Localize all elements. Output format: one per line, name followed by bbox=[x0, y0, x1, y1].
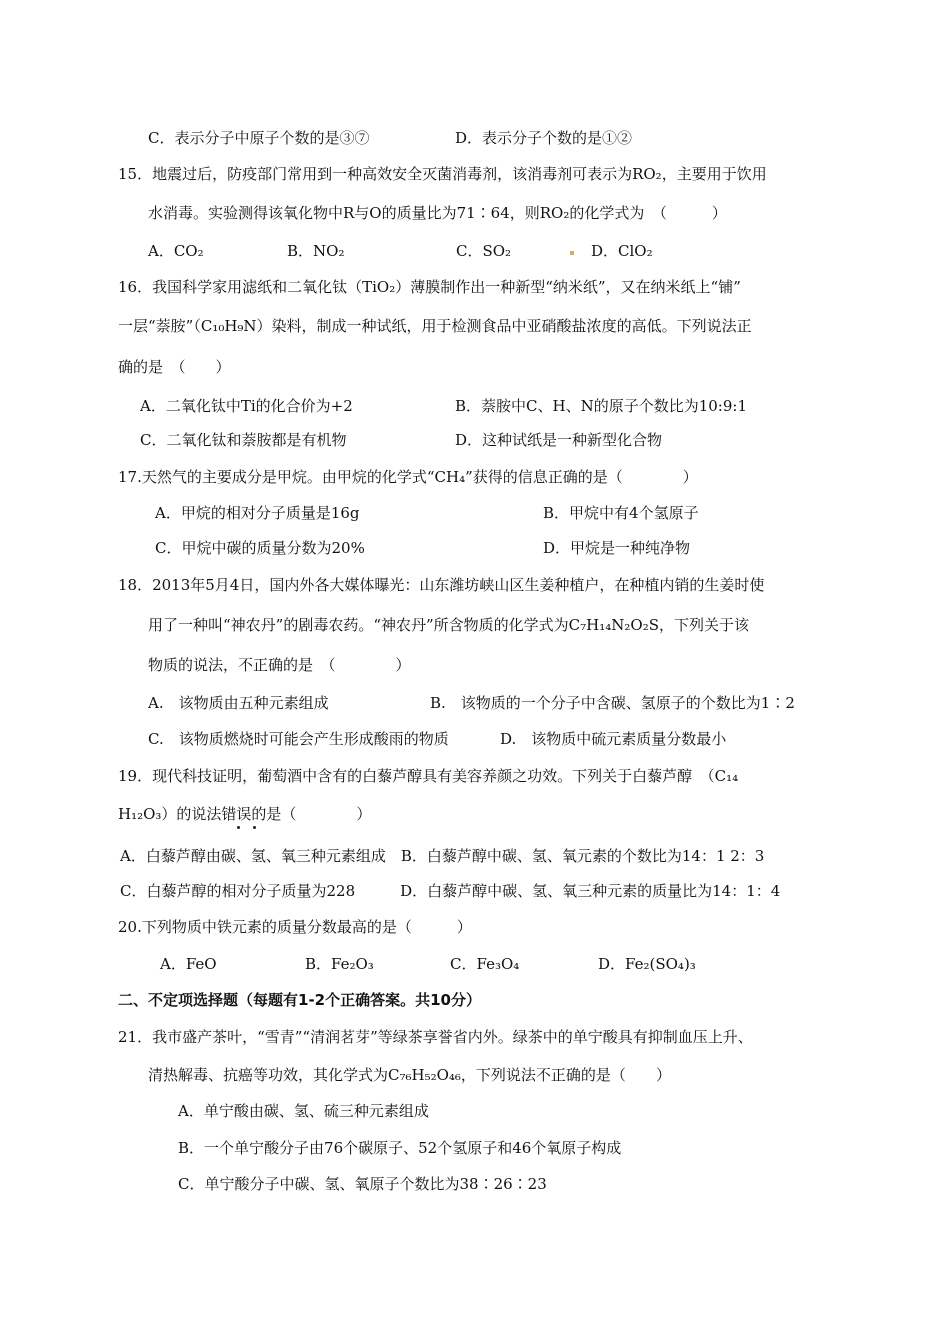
q18-option-c: C. 该物质燃烧时可能会产生形成酸雨的物质 bbox=[148, 730, 449, 748]
q18-option-b: B. 该物质的一个分子中含碳、氢原子的个数比为1∶2 bbox=[430, 694, 795, 712]
emphasis-dot bbox=[253, 826, 256, 829]
q19-options-ab: A．白藜芦醇由碳、氢、氧三种元素组成 B．白藜芦醇中碳、氢、氧元素的个数比为14：1 2：3 bbox=[120, 847, 765, 865]
q20-option-b: B．Fe₂O₃ bbox=[305, 955, 374, 973]
q18-stem-line3: 物质的说法，不正确的是 （ ） bbox=[148, 656, 411, 674]
section-heading: 二、不定项选择题（每题有1-2个正确答案。共10分） bbox=[118, 991, 481, 1009]
q19-stem-line1: 19．现代科技证明，葡萄酒中含有的白藜芦醇具有美容养颜之功效。下列关于白藜芦醇 （C₁₄ bbox=[118, 767, 739, 785]
q15-option-d: D．ClO₂ bbox=[591, 242, 653, 260]
q16-stem-line3: 确的是 （ ） bbox=[118, 358, 231, 376]
q17-option-d: D．甲烷是一种纯净物 bbox=[543, 539, 691, 557]
q21-option-b: B．一个单宁酸分子由76个碳原子、52个氢原子和46个氧原子构成 bbox=[178, 1139, 622, 1157]
q14-option-c: C．表示分子中原子个数的是③⑦ bbox=[148, 129, 370, 147]
q15-stem-line1: 15．地震过后，防疫部门常用到一种高效安全灭菌消毒剂，该消毒剂可表示为RO₂，主要用于饮用 bbox=[118, 165, 767, 183]
q19-stem-line2: H₁₂O₃）的说法错误的是（ ） bbox=[118, 805, 372, 823]
q18-option-d: D. 该物质中硫元素质量分数最小 bbox=[500, 730, 727, 748]
q20-option-d: D．Fe₂(SO₄)₃ bbox=[598, 955, 696, 973]
q20-option-c: C．Fe₃O₄ bbox=[450, 955, 520, 973]
q19-options-cd: C．白藜芦醇的相对分子质量为228 D．白藜芦醇中碳、氢、氧三种元素的质量比为14：1：4 bbox=[120, 882, 781, 900]
q17-stem-line1: 17.天然气的主要成分是甲烷。由甲烷的化学式“CH₄”获得的信息正确的是（ ） bbox=[118, 468, 698, 486]
q16-option-b: B．萘胺中C、H、N的原子个数比为10:9:1 bbox=[455, 397, 747, 415]
print-speck bbox=[570, 251, 574, 255]
q14-option-d: D．表示分子个数的是①② bbox=[455, 129, 633, 147]
q18-stem-line2: 用了一种叫“神农丹”的剧毒农药。“神农丹”所含物质的化学式为C₇H₁₄N₂O₂S，下列关于该 bbox=[148, 616, 749, 634]
q21-option-a: A．单宁酸由碳、氢、硫三种元素组成 bbox=[178, 1102, 429, 1120]
q15-option-b: B．NO₂ bbox=[287, 242, 345, 260]
q18-option-a: A. 该物质由五种元素组成 bbox=[148, 694, 329, 712]
q16-option-c: C．二氧化钛和萘胺都是有机物 bbox=[140, 431, 347, 449]
q15-option-c: C．SO₂ bbox=[456, 242, 512, 260]
q17-option-b: B．甲烷中有4个氢原子 bbox=[543, 504, 699, 522]
q17-option-c: C．甲烷中碳的质量分数为20% bbox=[155, 539, 365, 557]
q16-stem-line2: 一层“萘胺”（C₁₀H₉N）染料，制成一种试纸，用于检测食品中亚硝酸盐浓度的高低。下列说法正 bbox=[118, 317, 752, 335]
q21-stem-line2: 清热解毒、抗癌等功效，其化学式为C₇₆H₅₂O₄₆，下列说法不正确的是（ ） bbox=[148, 1066, 671, 1084]
q15-option-a: A．CO₂ bbox=[148, 242, 204, 260]
q15-stem-line2: 水消毒。实验测得该氧化物中R与O的质量比为71∶64，则RO₂的化学式为 （ ） bbox=[148, 204, 727, 222]
q21-stem-line1: 21．我市盛产茶叶，“雪青”“清润茗芽”等绿茶享誉省内外。绿茶中的单宁酸具有抑制血压上升、 bbox=[118, 1028, 753, 1046]
emphasis-dot bbox=[237, 826, 240, 829]
q16-option-a: A．二氧化钛中Ti的化合价为+2 bbox=[140, 397, 353, 415]
q16-option-d: D．这种试纸是一种新型化合物 bbox=[455, 431, 663, 449]
q20-stem-line1: 20.下列物质中铁元素的质量分数最高的是（ ） bbox=[118, 918, 472, 936]
q17-option-a: A．甲烷的相对分子质量是16g bbox=[155, 504, 360, 522]
q18-stem-line1: 18．2013年5月4日，国内外各大媒体曝光：山东潍坊峡山区生姜种植户，在种植内销的生姜时使 bbox=[118, 576, 765, 594]
q20-option-a: A．FeO bbox=[160, 955, 217, 973]
q16-stem-line1: 16．我国科学家用滤纸和二氧化钛（TiO₂）薄膜制作出一种新型“纳米纸”，又在纳米纸上“铺” bbox=[118, 278, 741, 296]
q21-option-c: C．单宁酸分子中碳、氢、氧原子个数比为38∶26∶23 bbox=[178, 1175, 547, 1193]
